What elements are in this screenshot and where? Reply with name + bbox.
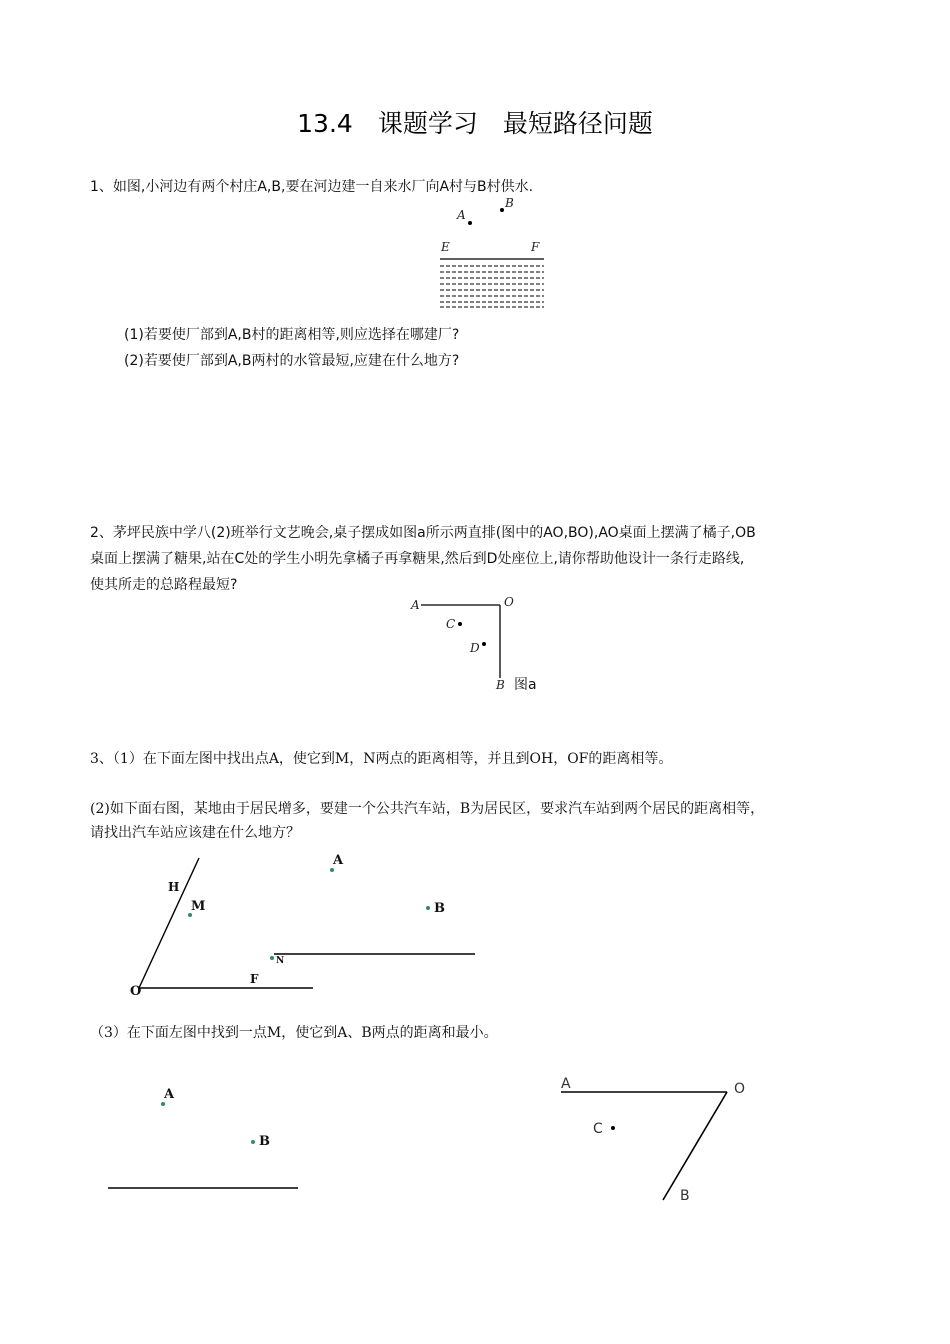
q3-o-label: O — [130, 984, 142, 999]
q1-river-figure — [440, 196, 544, 307]
q3b-a-label: A — [164, 1087, 175, 1102]
q1-f-label: F — [531, 240, 540, 254]
q3c-c-label: C — [593, 1121, 603, 1137]
q1-stem: 1、如图,小河边有两个村庄A,B,要在河边建一自来水厂向A村与B村供水. — [90, 179, 534, 195]
q3-n-label: N — [276, 956, 285, 966]
q1-point-a-label: A — [457, 208, 466, 222]
q3r-b-label: B — [434, 901, 445, 916]
q1-river-water — [440, 266, 544, 307]
q3-angle-figure — [130, 858, 313, 999]
q3-right-figure — [274, 853, 475, 954]
q2-figure-a — [410, 595, 537, 693]
q3-aoc-figure — [561, 1076, 745, 1204]
q3-part2-line1: (2)如下面右图，某地由于居民增多，要建一个公共汽车站，B为居民区，要求汽车站到两个居民的距离相等， — [90, 801, 765, 817]
q3c-a-label: A — [561, 1076, 571, 1092]
q3r-a-label: A — [333, 853, 344, 868]
q2-d-label: D — [470, 641, 480, 655]
q3-ray-oh — [139, 858, 199, 988]
q3-part1: 3、（1）在下面左图中找出点A，使它到M，N两点的距离相等，并且到OH，OF的距离相等。 — [90, 751, 673, 767]
q2-line2: 桌面上摆满了糖果,站在C处的学生小明先拿橘子再拿糖果,然后到D处座位上,请你帮助他设计一条行走路线, — [90, 551, 745, 567]
q2-b-label: B — [496, 678, 505, 692]
q1-sub2: (2)若要使厂部到A,B两村的水管最短,应建在什么地方? — [124, 353, 460, 369]
q1-point-b — [500, 208, 504, 212]
q2-point-d — [482, 642, 486, 646]
q3b-point-b — [251, 1140, 255, 1144]
q1-e-label: E — [441, 240, 450, 254]
q3-ab-figure — [108, 1087, 298, 1188]
q3-part3: （3）在下面左图中找到一点M，使它到A、B两点的距离和最小。 — [90, 1025, 498, 1041]
q3c-point-c — [611, 1126, 615, 1130]
q3c-o-label: O — [734, 1081, 746, 1097]
q3c-ray-ob — [663, 1092, 727, 1200]
q3r-point-b — [426, 906, 430, 910]
q3b-point-a — [161, 1102, 165, 1106]
q3-h-label: H — [168, 880, 180, 894]
q1-point-b-label: B — [505, 196, 514, 210]
q2-point-c — [458, 622, 462, 626]
q2-line1: 2、茅坪民族中学八(2)班举行文艺晚会,桌子摆成如图a所示两直排(图中的AO,BO),AO桌面上摆满了橘子,OB — [90, 525, 756, 541]
q2-c-label: C — [446, 617, 456, 631]
q3-f-label: F — [250, 972, 259, 986]
q3-point-n — [270, 956, 274, 960]
q3r-point-a — [330, 868, 334, 872]
q3-m-label: M — [191, 899, 206, 914]
q3b-b-label: B — [259, 1134, 270, 1149]
page-title: 13.4 课题学习 最短路径问题 — [297, 109, 653, 138]
q2-figure-caption: 图a — [514, 677, 537, 693]
q3-part2-line2: 请找出汽车站应该建在什么地方？ — [90, 825, 300, 841]
q1-sub1: (1)若要使厂部到A,B村的距离相等,则应选择在哪建厂? — [124, 327, 460, 343]
q1-point-a — [468, 221, 472, 225]
q3c-b-label: B — [680, 1188, 690, 1204]
q2-line3: 使其所走的总路程最短? — [90, 577, 238, 593]
q2-a-label: A — [411, 598, 420, 612]
q2-o-label: O — [504, 595, 514, 609]
